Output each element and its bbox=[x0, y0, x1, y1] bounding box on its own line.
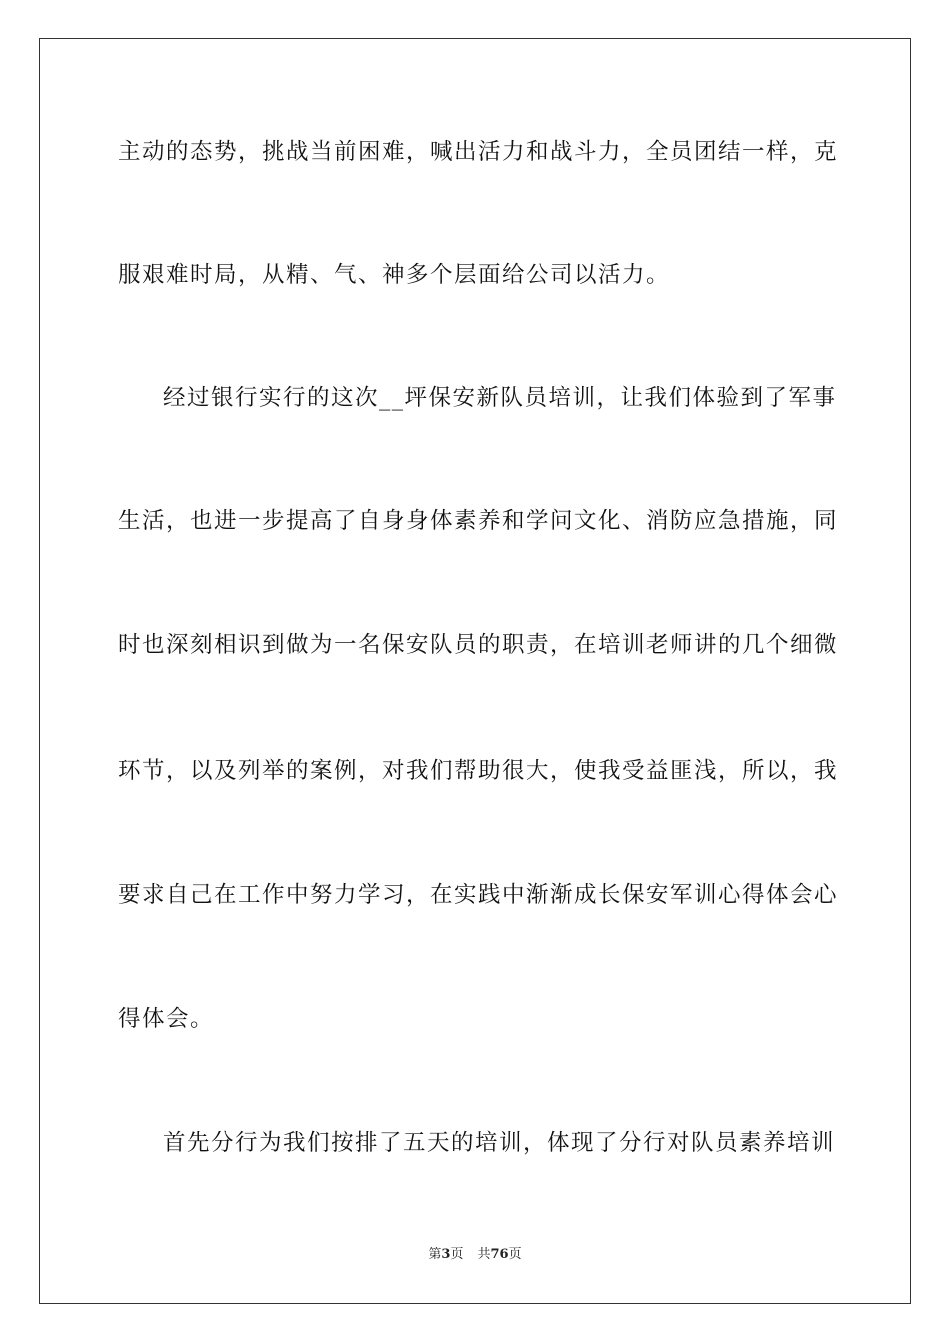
text-line-9: 首先分行为我们按排了五天的培训，体现了分行对队员素养培训 bbox=[163, 1130, 836, 1156]
text-line-3: 经过银行实行的这次__坪保安新队员培训，让我们体验到了军事 bbox=[163, 385, 837, 411]
footer-page-number: 3 bbox=[441, 1247, 451, 1262]
text-line-7: 要求自己在工作中努力学习，在实践中渐渐成长保安军训心得体会心 bbox=[118, 882, 839, 908]
footer-total-number: 76 bbox=[490, 1247, 509, 1262]
text-line-8: 得体会。 bbox=[118, 1006, 215, 1032]
text-line-6: 环节，以及列举的案例，对我们帮助很大，使我受益匪浅，所以，我 bbox=[118, 758, 839, 784]
footer-total-prefix: 共 bbox=[477, 1247, 491, 1262]
page-border bbox=[39, 38, 911, 1304]
text-line-4: 生活，也进一步提高了自身身体素养和学问文化、消防应急措施，同 bbox=[118, 508, 839, 534]
text-line-1: 主动的态势，挑战当前困难，喊出活力和战斗力，全员团结一样，克 bbox=[118, 139, 839, 165]
text-line-5: 时也深刻相识到做为一名保安队员的职责，在培训老师讲的几个细微 bbox=[118, 632, 839, 658]
text-line-2: 服艰难时局，从精、气、神多个层面给公司以活力。 bbox=[118, 262, 671, 288]
page-footer bbox=[0, 1247, 950, 1263]
footer-total-suffix: 页 bbox=[508, 1247, 522, 1262]
footer-page-prefix: 第 bbox=[428, 1247, 442, 1262]
footer-page-suffix: 页 bbox=[450, 1247, 464, 1262]
